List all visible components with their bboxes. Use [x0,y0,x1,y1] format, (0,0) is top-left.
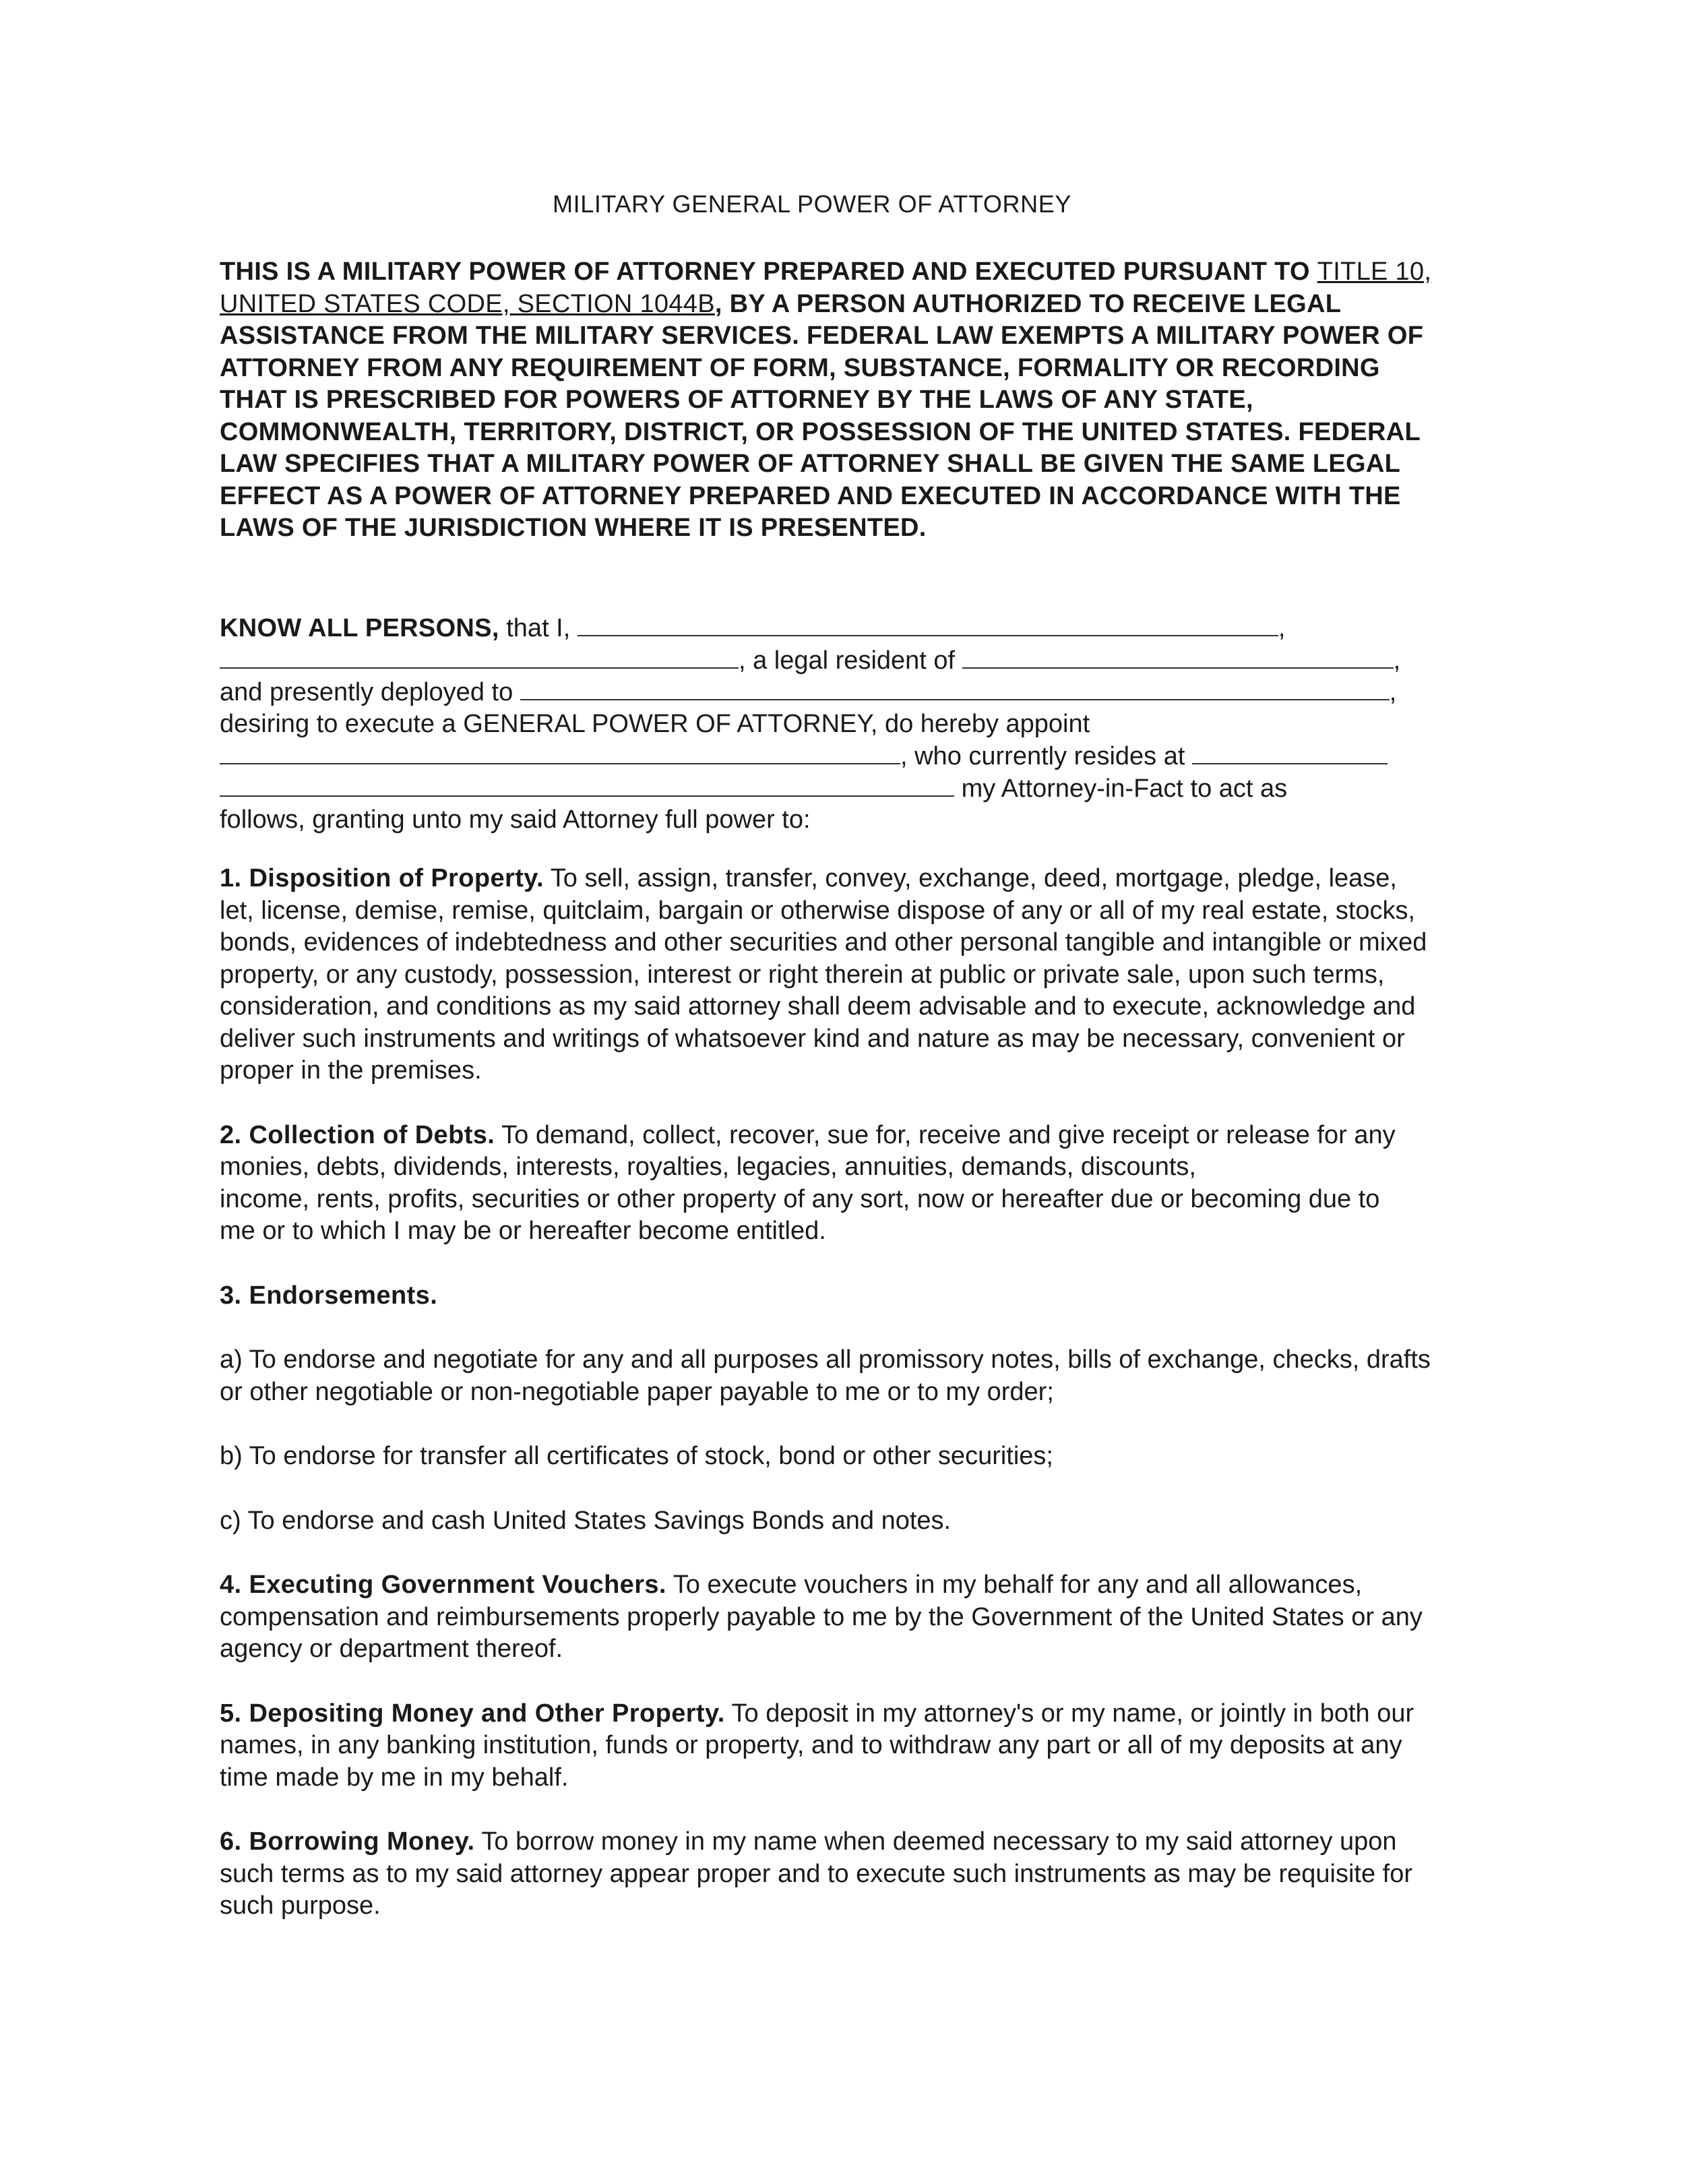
form-row-principal [220,612,1433,644]
section-borrowing-money [220,1826,1433,1922]
attorney-name-field[interactable] [220,740,900,764]
residence-field[interactable] [962,644,1394,669]
section-text: To sell, assign, transfer, convey, exchange, deed, mortgage, pledge, lease, let, license, demise, remise, quitclaim, bargain or otherwise dispose of any or all of my real estate, stocks, bonds, evidences of indebtedness and other securities and other personal tangible and intangible or mixed property, or any custody, possession, interest or right therein at public or private sale, upon such terms, consideration, and conditions as my said attorney shall deem advisable and to execute, acknowledge and deliver such instruments and writings of whatsoever kind and nature as may be necessary, convenient or proper in the premises. [220,864,1427,1085]
resides-at-label: , who currently resides at [900,742,1185,770]
attorney-address-field-cont[interactable] [220,772,954,797]
comma-1: , [1278,614,1286,642]
section-heading: 6. Borrowing Money. [220,1827,475,1856]
legal-resident-label: , a legal resident of [739,646,956,675]
deployed-to-label: and presently deployed to [220,678,513,706]
section-collection-of-debts [220,1120,1433,1248]
comma-2: , [1393,646,1401,675]
form-row-attorney-address [220,772,1433,805]
attorney-in-fact-label: my Attorney-in-Fact to act as [961,774,1288,803]
principal-name-field[interactable] [578,612,1278,636]
section-text: To execute vouchers in my behalf for any and all allowances, compensation and reimbursements properly payable to me by the Government of the United States or any agency or department thereof. [220,1571,1423,1663]
section-text-cont: income, rents, profits, securities or other property of any sort, now or hereafter due or becoming due to [220,1184,1380,1213]
desiring-label: desiring to execute a GENERAL POWER OF ATTORNEY, do hereby appoint [220,709,1090,738]
form-row-follows [220,804,1433,837]
that-i-label: that I, [499,614,571,642]
know-all-label: KNOW ALL PERSONS, [220,614,499,642]
form-row-attorney [220,740,1433,772]
section-text: To borrow money in my name when deemed necessary to my said attorney upon such terms as to my said attorney appear proper and to execute such instruments as may be requisite for such purpose. [220,1827,1412,1920]
section-endorsements [220,1280,1433,1312]
comma-3: , [1389,678,1397,706]
document-title: MILITARY GENERAL POWER OF ATTORNEY [553,190,1071,218]
deployment-field[interactable] [520,676,1390,700]
section-text: b) To endorse for transfer all certificates of stock, bond or other securities; [220,1442,1053,1470]
form-row-residence [220,644,1433,677]
section-heading: 3. Endorsements. [220,1281,438,1310]
preamble-paragraph [220,256,1433,545]
section-heading: 2. Collection of Debts. [220,1120,495,1149]
powers-list [220,863,1433,1955]
principal-name-field-cont[interactable] [220,644,739,669]
section-heading: 5. Depositing Money and Other Property. [220,1699,725,1728]
section-text-cont: me or to which I may be or hereafter become entitled. [220,1217,826,1245]
form-row-desiring [220,708,1433,741]
follows-label: follows, granting unto my said Attorney full power to: [220,806,811,834]
form-row-deployment [220,676,1433,708]
section-text: a) To endorse and negotiate for any and all purposes all promissory notes, bills of exchange, checks, drafts or other negotiable or non-negotiable paper payable to me or to my order; [220,1345,1431,1406]
section-heading: 1. Disposition of Property. [220,864,544,892]
subsection-endorse-cash-bonds [220,1505,1433,1538]
section-depositing-money [220,1698,1433,1794]
section-disposition-of-property [220,863,1433,1087]
section-heading: 4. Executing Government Vouchers. [220,1571,666,1599]
subsection-endorse-transfer [220,1440,1433,1473]
statute-citation: TITLE 10, UNITED STATES CODE, SECTION 1044B [220,257,1432,318]
section-text: To deposit in my attorney's or my name, or jointly in both our names, in any banking institution, funds or property, and to withdraw any part or all of my deposits at any time made by me in my behalf. [220,1699,1414,1792]
appointment-form [220,612,1433,837]
preamble-text-1: THIS IS A MILITARY POWER OF ATTORNEY PREPARED AND EXECUTED PURSUANT TO [220,257,1317,286]
section-government-vouchers [220,1569,1433,1666]
section-text: c) To endorse and cash United States Savings Bonds and notes. [220,1506,952,1535]
section-text: To demand, collect, recover, sue for, receive and give receipt or release for any monies, debts, dividends, interests, royalties, legacies, annuities, demands, discounts, [220,1120,1396,1181]
subsection-endorse-negotiate [220,1344,1433,1408]
preamble-text-2: , BY A PERSON AUTHORIZED TO RECEIVE LEGAL ASSISTANCE FROM THE MILITARY SERVICES. FEDERAL LAW EXEMPTS A MILITARY POWER OF ATTORNEY FROM ANY REQUIREMENT OF FORM, SUBSTANCE, FORMALITY OR RECORDING THAT IS PRESCRIBED FOR POWERS OF ATTORNEY BY THE LAWS OF ANY STATE, COMMONWEALTH, TERRITORY, DISTRICT, OR POSSESSION OF THE UNITED STATES. FEDERAL LAW SPECIFIES THAT A MILITARY POWER OF ATTORNEY SHALL BE GIVEN THE SAME LEGAL EFFECT AS A POWER OF ATTORNEY PREPARED AND EXECUTED IN ACCORDANCE WITH THE LAWS OF THE JURISDICTION WHERE IT IS PRESENTED. [220,289,1424,542]
attorney-address-field[interactable] [1192,740,1388,764]
